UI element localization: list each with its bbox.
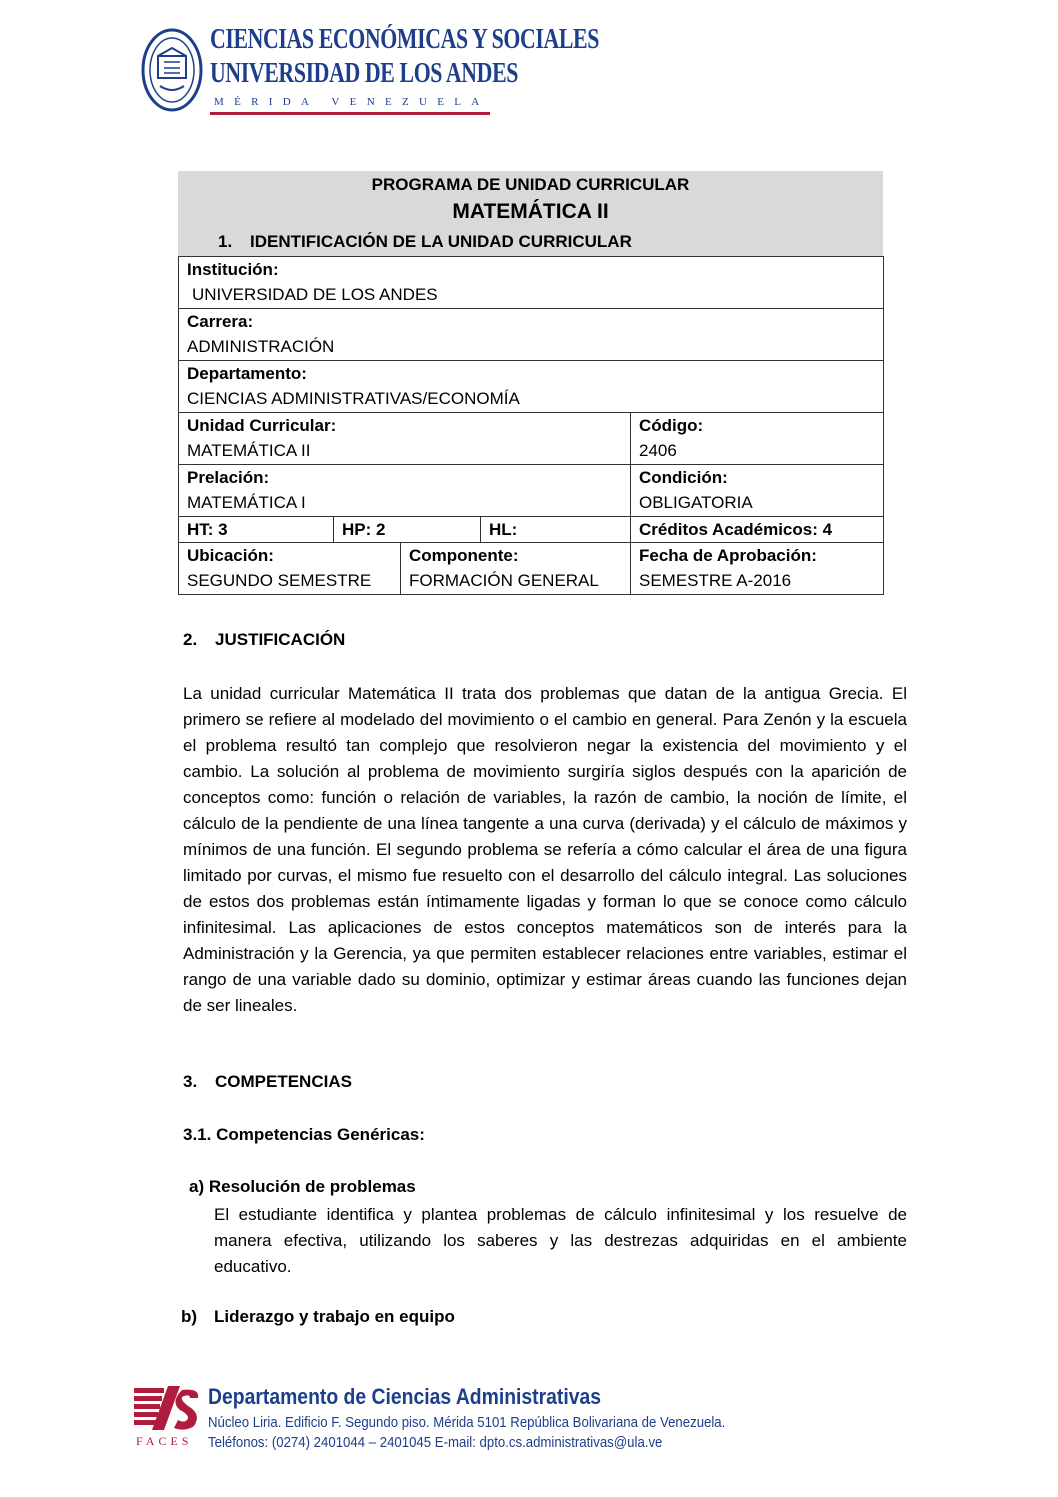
institucion-label: Institución: bbox=[187, 260, 279, 279]
section-number: 1. bbox=[218, 232, 233, 251]
prelacion-label: Prelación: bbox=[187, 468, 270, 487]
section-title: COMPETENCIAS bbox=[215, 1072, 352, 1091]
table-row bbox=[179, 465, 884, 517]
university-logo bbox=[138, 18, 599, 118]
table-row bbox=[179, 543, 884, 595]
componente-cell bbox=[401, 543, 631, 595]
prelacion-cell bbox=[179, 465, 631, 517]
carrera-value: ADMINISTRACIÓN bbox=[187, 337, 335, 356]
footer-department-title: Departamento de Ciencias Administrativas bbox=[208, 1384, 602, 1409]
identification-table bbox=[178, 256, 884, 595]
section-3-heading bbox=[183, 1072, 352, 1092]
table-row bbox=[179, 257, 884, 309]
codigo-cell bbox=[631, 413, 884, 465]
section-2-heading bbox=[183, 630, 345, 650]
codigo-label: Código: bbox=[639, 416, 704, 435]
carrera-cell bbox=[179, 309, 884, 361]
carrera-label: Carrera: bbox=[187, 312, 254, 331]
ht-value: HT: 3 bbox=[187, 520, 228, 539]
section-1-heading bbox=[218, 232, 632, 252]
fecha-value: SEMESTRE A-2016 bbox=[639, 571, 792, 590]
unidad-value: MATEMÁTICA II bbox=[187, 441, 311, 460]
creditos-cell bbox=[631, 517, 884, 543]
table-row bbox=[179, 517, 884, 543]
competency-a-text: El estudiante identifica y plantea problemas de cálculo infinitesimal y los resuelve de manera efectiva, utilizando los saberes y las destrezas adquiridas en el ambiente educativo. bbox=[214, 1205, 907, 1276]
footer bbox=[134, 1384, 734, 1454]
faces-label: FACES bbox=[136, 1434, 193, 1448]
competency-b-title: Liderazgo y trabajo en equipo bbox=[214, 1307, 455, 1326]
justificacion-paragraph: La unidad curricular Matemática II trata dos problemas que datan de la antigua Grecia. El primero se refiere al modelado del movimiento o el cambio en general. Para Zenón y la escuela el problema resultó tan complejo que resolvieron negar la existencia del movimiento y el cambio. La solución al problema de movimiento surgiría siglos después con la aparición de conceptos como: función o relación de variables, la razón de cambio, la noción de límite, el cálculo de la pendiente de una línea tangente a una curva (derivada) y el cálculo de máximos y mínimos de una función. El segundo problema se refería a cómo calcular el área de una figura limitado por curvas, el mismo fue resuelto con el desarrollo del cálculo integral. Las soluciones de estos dos problemas están íntimamente ligadas y forman lo que se conoce como cálculo infinitesimal. Las aplicaciones de estos conceptos matemáticos son de interés para la Administración y la Gerencia, ya que permiten establecer relaciones entre variables, estimar el rango de una variable dado su dominio, optimizar y estimar áreas cuando las funciones dejan de ser lineales. bbox=[183, 684, 907, 1015]
codigo-value: 2406 bbox=[639, 441, 677, 460]
competency-b-marker: b) bbox=[181, 1307, 198, 1326]
section-title: JUSTIFICACIÓN bbox=[215, 630, 346, 649]
hl-cell bbox=[481, 517, 631, 543]
institucion-cell bbox=[179, 257, 884, 309]
hp-cell bbox=[334, 517, 481, 543]
ubicacion-value: SEGUNDO SEMESTRE bbox=[187, 571, 372, 590]
prelacion-value: MATEMÁTICA I bbox=[187, 493, 306, 512]
departamento-label: Departamento: bbox=[187, 364, 307, 383]
condicion-value: OBLIGATORIA bbox=[639, 493, 753, 512]
footer-contact: Teléfonos: (0274) 2401044 – 2401045 E-mail: dpto.cs.administrativas@ula.ve bbox=[208, 1434, 663, 1451]
institucion-value: UNIVERSIDAD DE LOS ANDES bbox=[192, 285, 438, 304]
unidad-label: Unidad Curricular: bbox=[187, 416, 337, 435]
ht-cell bbox=[179, 517, 334, 543]
table-row bbox=[179, 361, 884, 413]
departamento-cell bbox=[179, 361, 884, 413]
course-title: MATEMÁTICA II bbox=[452, 200, 609, 223]
title-band bbox=[178, 171, 883, 256]
componente-label: Componente: bbox=[409, 546, 519, 565]
header-faculty-name: CIENCIAS ECONÓMICAS Y SOCIALES bbox=[210, 24, 599, 55]
hp-value: HP: 2 bbox=[342, 520, 386, 539]
footer-address: Núcleo Liria. Edificio F. Segundo piso. Mérida 5101 República Bolivariana de Venezuela. bbox=[208, 1414, 726, 1431]
departamento-value: CIENCIAS ADMINISTRATIVAS/ECONOMÍA bbox=[187, 389, 520, 408]
section-number: 2. bbox=[183, 630, 198, 649]
header-university-name: UNIVERSIDAD DE LOS ANDES bbox=[210, 58, 519, 89]
header-rule bbox=[210, 112, 490, 115]
generic-competencies-heading: 3.1. Competencias Genéricas: bbox=[183, 1125, 425, 1144]
table-row bbox=[179, 309, 884, 361]
section-title: IDENTIFICACIÓN DE LA UNIDAD CURRICULAR bbox=[250, 232, 632, 251]
program-title: PROGRAMA DE UNIDAD CURRICULAR bbox=[371, 175, 690, 194]
university-seal-icon bbox=[140, 26, 204, 114]
ubicacion-label: Ubicación: bbox=[187, 546, 274, 565]
condicion-label: Condición: bbox=[639, 468, 728, 487]
fecha-label: Fecha de Aprobación: bbox=[639, 546, 817, 565]
header-location: MÉRIDA VENEZUELA bbox=[214, 96, 490, 108]
condicion-cell bbox=[631, 465, 884, 517]
section-number: 3. bbox=[183, 1072, 198, 1091]
competency-a-title: a) Resolución de problemas bbox=[189, 1177, 416, 1196]
table-row bbox=[179, 413, 884, 465]
creditos-value: Créditos Académicos: 4 bbox=[639, 520, 833, 539]
faces-logo-icon bbox=[134, 1384, 202, 1434]
competency-b-heading bbox=[181, 1307, 455, 1327]
componente-value: FORMACIÓN GENERAL bbox=[409, 571, 599, 590]
hl-value: HL: bbox=[489, 520, 518, 539]
ubicacion-cell bbox=[179, 543, 401, 595]
unidad-cell bbox=[179, 413, 631, 465]
fecha-cell bbox=[631, 543, 884, 595]
